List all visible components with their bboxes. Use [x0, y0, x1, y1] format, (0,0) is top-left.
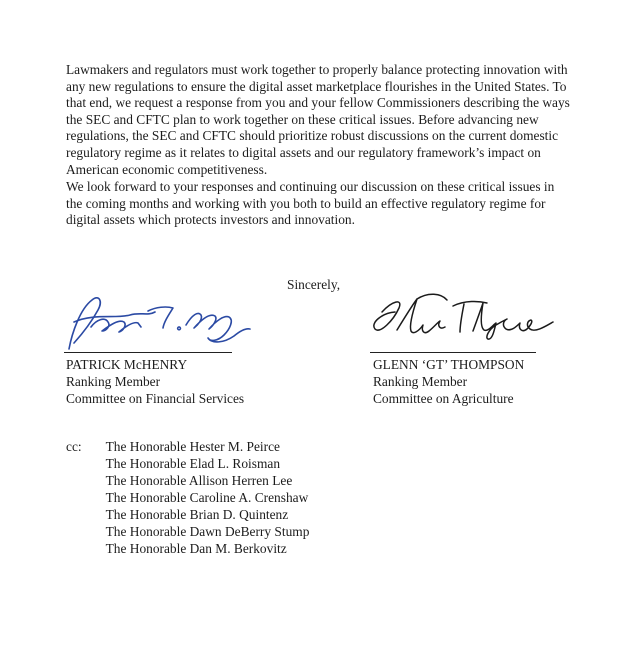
signer-name: PATRICK McHENRY [66, 357, 188, 372]
paragraph-line: that end, we request a response from you and your fellow Commissioners describing the ways [66, 95, 570, 111]
paragraph-line: the SEC and CFTC plan to work together on these critical issues. Before advancing new [66, 111, 539, 127]
paragraph-line: digital assets which protects investors and innovation. [66, 212, 355, 228]
signature-line-left [64, 352, 232, 353]
signer-title: Ranking Member [66, 374, 161, 389]
signer-name: GLENN ‘GT’ THOMPSON [373, 357, 525, 372]
cc-recipient: The Honorable Caroline A. Crenshaw [105, 490, 309, 505]
signer-block-mchenry [66, 356, 244, 407]
signer-title: Ranking Member [373, 374, 468, 389]
cc-label: cc: [66, 439, 82, 454]
paragraph-line: We look forward to your responses and continuing our discussion on these critical issues in [66, 179, 555, 194]
closing-salutation: Sincerely, [287, 277, 341, 292]
handwritten-signature-thompson [366, 292, 558, 350]
cc-recipient: The Honorable Hester M. Peirce [105, 439, 280, 454]
signature-line-right [370, 352, 536, 353]
cc-recipient: The Honorable Dan M. Berkovitz [105, 541, 287, 556]
signer-committee: Committee on Financial Services [66, 391, 245, 406]
handwritten-signature-mchenry [60, 291, 256, 353]
cc-recipient: The Honorable Allison Herren Lee [105, 473, 293, 488]
paragraph-line: regulations, the SEC and CFTC should prioritize robust discussions on the current domestic [66, 128, 559, 144]
signer-block-thompson [373, 356, 524, 407]
cc-recipient: The Honorable Dawn DeBerry Stump [105, 524, 310, 539]
signer-committee: Committee on Agriculture [373, 391, 514, 406]
paragraph-line: regulatory regime as it relates to digital assets and our regulatory framework’s impact on [66, 144, 541, 160]
cc-block [66, 438, 309, 557]
cc-recipient: The Honorable Elad L. Roisman [105, 456, 281, 471]
paragraph-line: any new regulations to ensure the digital asset marketplace flourishes in the United States. To [66, 78, 567, 94]
body-paragraph-2 [66, 179, 586, 229]
body-paragraph-1 [66, 62, 586, 178]
paragraph-line: American economic competitiveness. [66, 161, 268, 177]
cc-recipient: The Honorable Brian D. Quintenz [105, 507, 289, 522]
paragraph-line: the coming months and working with you both to build an effective regulatory regime for [66, 195, 546, 211]
cc-recipient-list [106, 438, 310, 557]
paragraph-line: Lawmakers and regulators must work together to properly balance protecting innovation with [66, 62, 568, 77]
